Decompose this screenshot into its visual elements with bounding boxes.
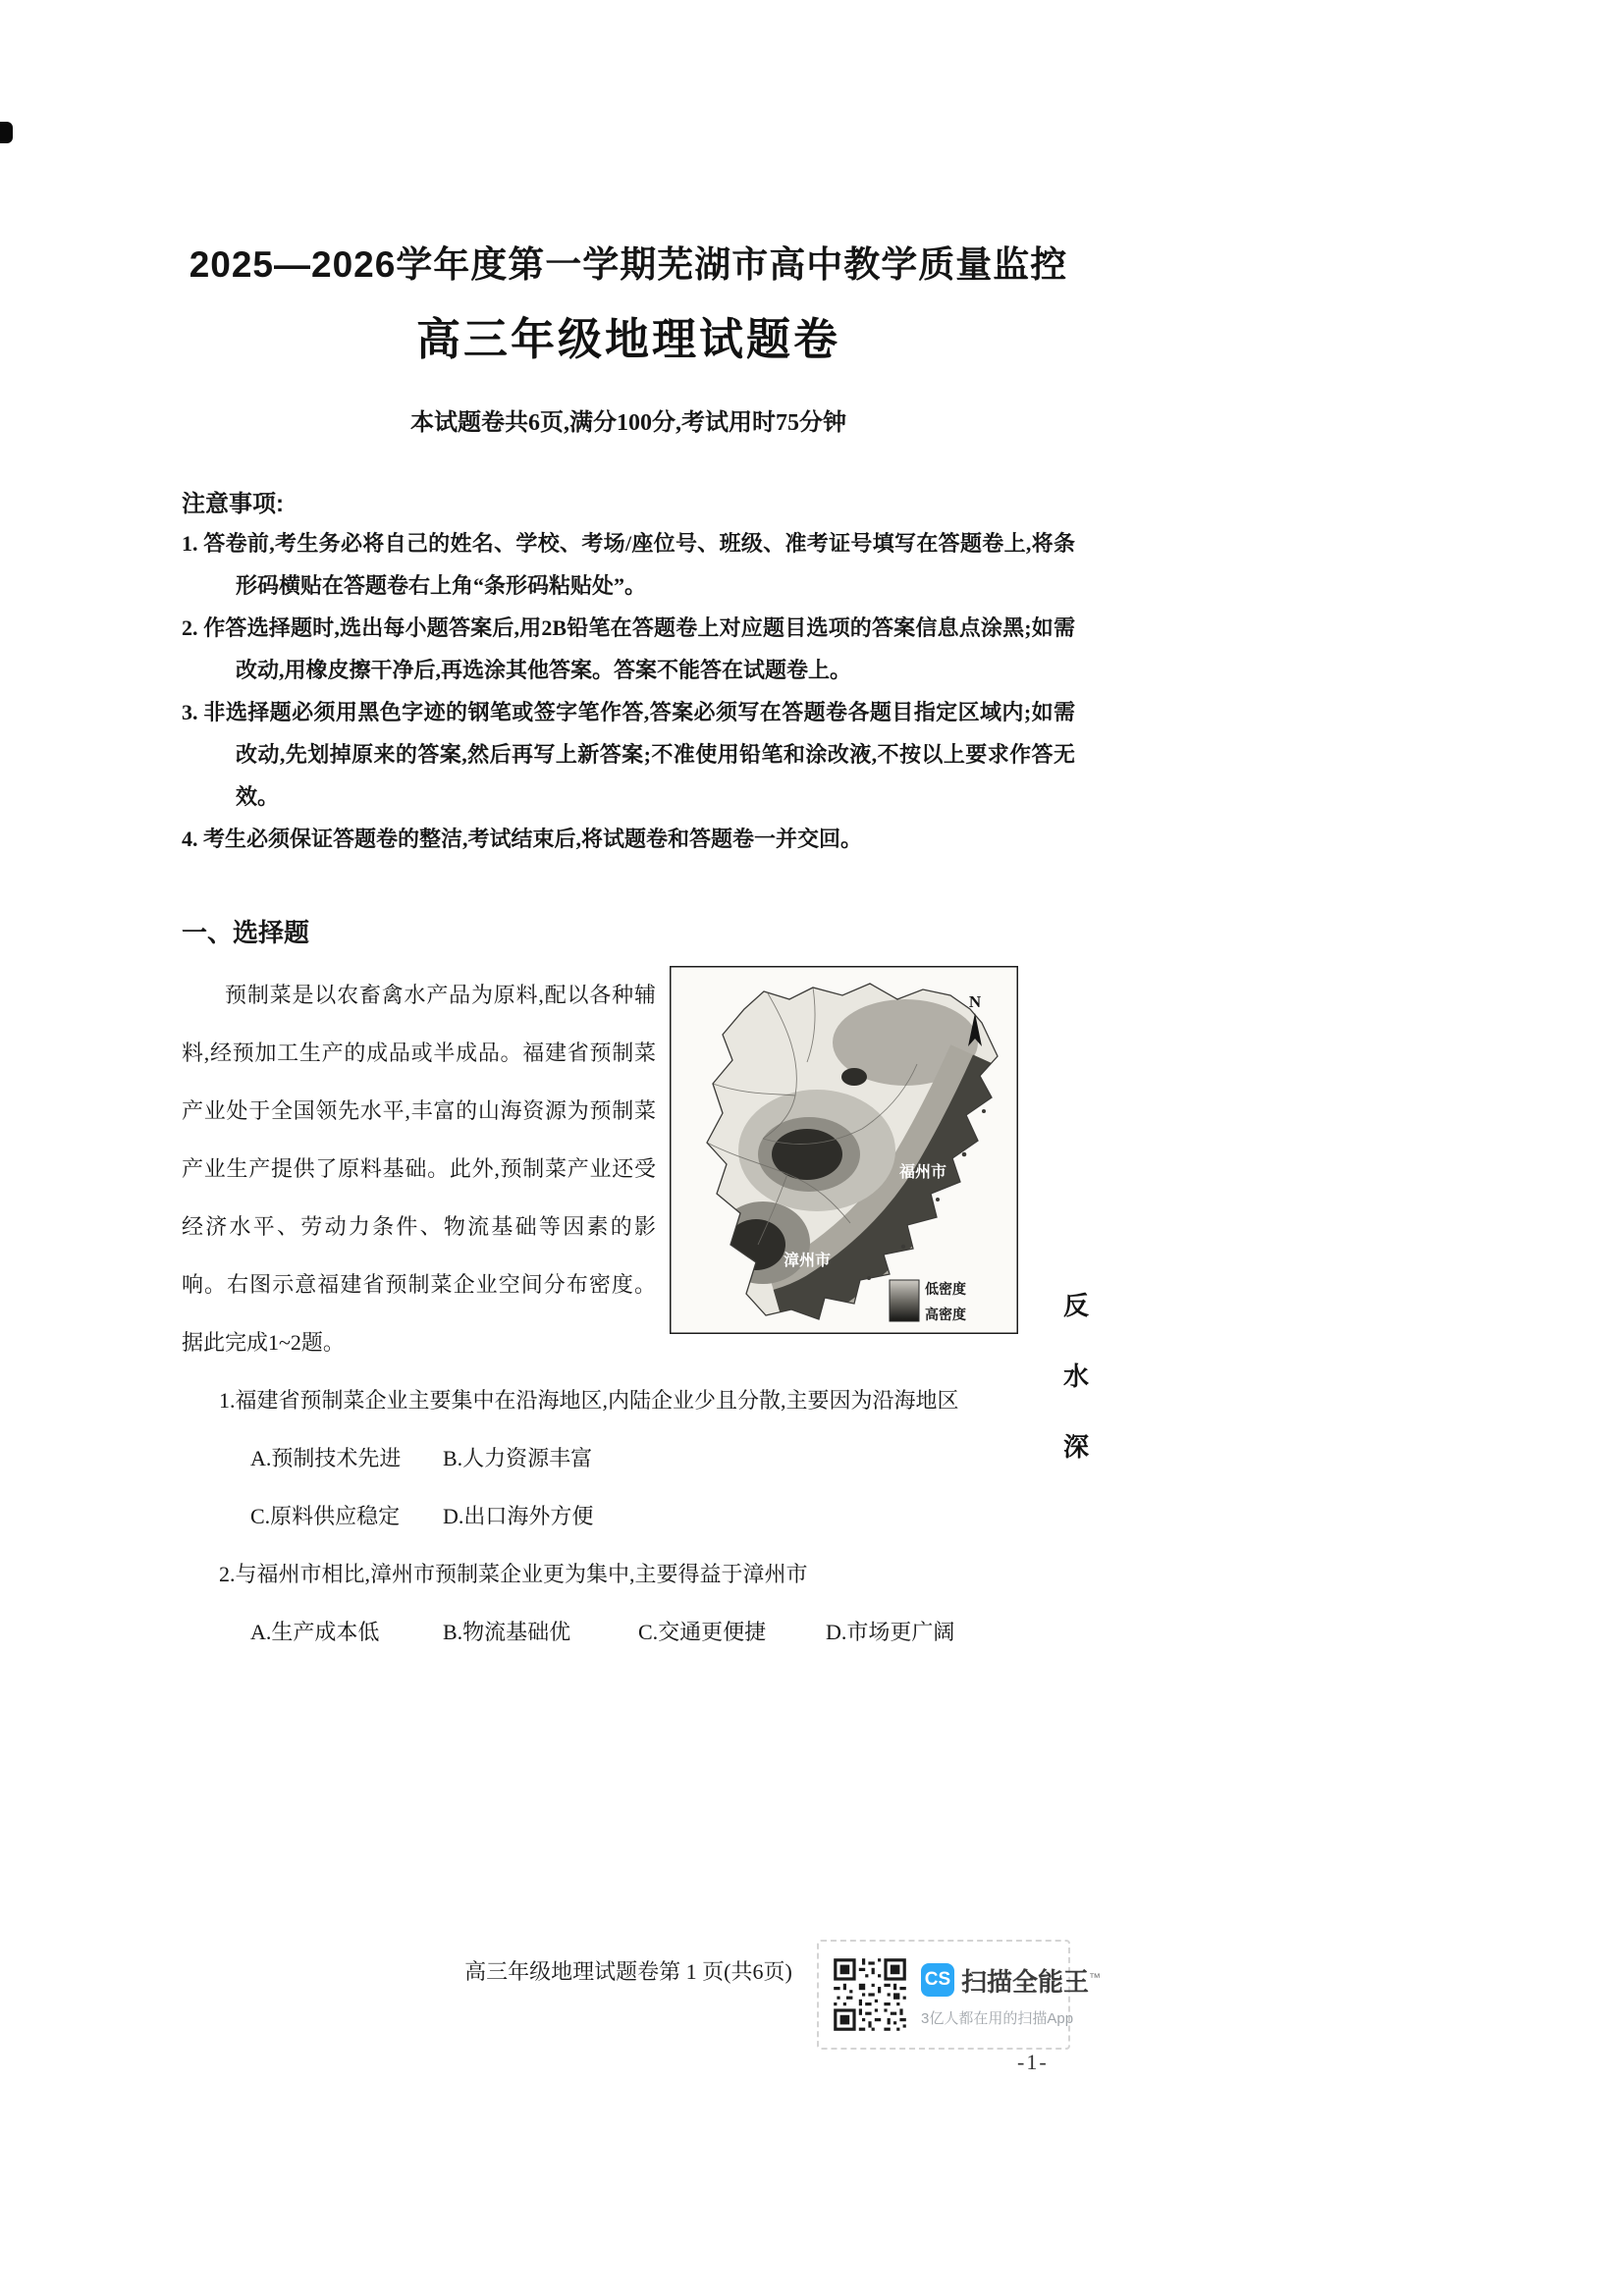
q1-option-c: C.原料供应稳定 (250, 1504, 401, 1528)
q1-option-d: D.出口海外方便 (443, 1504, 594, 1528)
brand-tagline: 3亿人都在用的扫描App (921, 2009, 1074, 2027)
edge-bleed-char-3: 深 (1063, 1433, 1090, 1462)
scan-edge-artifact (0, 122, 13, 143)
north-label: N (968, 992, 982, 1011)
exam-info-line: 本试题卷共6页,满分100分,考试用时75分钟 (410, 410, 846, 436)
brand-row (921, 1962, 1102, 1999)
q2-option-c: C.交通更便捷 (638, 1620, 767, 1644)
exam-title-line1: 2025—2026学年度第一学期芜湖市高中教学质量监控 (189, 244, 1068, 285)
legend-high-label: 高密度 (925, 1308, 966, 1323)
qr-code (831, 1955, 909, 2034)
notice-item-4: 4. 考生必须保证答题卷的整洁,考试结束后,将试题卷和答题卷一并交回。 (182, 827, 863, 851)
notice-item-1: 1. 答卷前,考生务必将自己的姓名、学校、考场/座位号、班级、准考证号填写在答题卷上,将条形码横贴在答题卷右上角“条形码粘贴处”。 (182, 531, 1075, 598)
notice-item-3: 3. 非选择题必须用黑色字迹的钢笔或签字笔作答,答案必须写在答题卷各题目指定区域内;如需改动,先划掉原来的答案,然后再写上新答案;不准使用铅笔和涂改液,不按以上要求作答无效。 (182, 700, 1075, 809)
camscanner-logo-icon: CS (921, 1963, 954, 1997)
watermark-text-block (921, 1962, 1102, 2028)
brand-name (961, 1962, 1101, 1999)
trademark-symbol: ™ (1089, 1969, 1102, 1984)
brand-name-text: 扫描全能王 (961, 1966, 1090, 1997)
q1-option-a: A.预制技术先进 (250, 1446, 402, 1470)
legend-low-label: 低密度 (925, 1283, 966, 1298)
question-1-stem: 1.福建省预制菜企业主要集中在沿海地区,内陆企业少且分散,主要因为沿海地区 (219, 1388, 959, 1413)
map-label-fuzhou: 福州市 (898, 1164, 947, 1181)
section-heading-choice: 一、选择题 (182, 918, 310, 947)
question-2-stem: 2.与福州市相比,漳州市预制菜企业更为集中,主要得益于漳州市 (219, 1562, 808, 1586)
q2-option-a: A.生产成本低 (250, 1620, 380, 1644)
question-1-options (250, 1429, 1075, 1545)
q1-option-b: B.人力资源丰富 (443, 1446, 593, 1470)
camscanner-watermark (817, 1940, 1102, 2050)
page-footer-line: 高三年级地理试题卷第 1 页(共6页) (464, 1959, 792, 1984)
notice-item-2: 2. 作答选择题时,选出每小题答案后,用2B铅笔在答题卷上对应题目选项的答案信息点涂黑;如需改动,用橡皮擦干净后,再选涂其他答案。答案不能答在试题卷上。 (182, 615, 1075, 682)
section-body (182, 966, 1075, 1661)
map-label-zhangzhou: 漳州市 (783, 1253, 832, 1269)
q2-option-b: B.物流基础优 (443, 1620, 571, 1644)
fujian-map-figure (670, 966, 1018, 1334)
q2-option-d: D.市场更广阔 (826, 1620, 955, 1644)
notice-heading: 注意事项: (182, 491, 284, 517)
page-number: -1- (1017, 2050, 1049, 2074)
question-2-options (250, 1603, 1075, 1661)
edge-bleed-char-2: 水 (1063, 1362, 1090, 1391)
edge-bleed-char-1: 反 (1063, 1292, 1090, 1320)
exam-page-content (182, 0, 1075, 1661)
exam-title-line2: 高三年级地理试题卷 (415, 314, 840, 364)
question-group-intro: 预制菜是以农畜禽水产品为原料,配以各种辅料,经预加工生产的成品或半成品。福建省预制菜产业处于全国领先水平,丰富的山海资源为预制菜产业生产提供了原料基础。此外,预制菜产业还受经济水平、劳动力条件、物流基础等因素的影响。右图示意福建省预制菜企业空间分布密度。据此完成1~2题。 (182, 983, 656, 1355)
fujian-density-map (670, 966, 1018, 1334)
